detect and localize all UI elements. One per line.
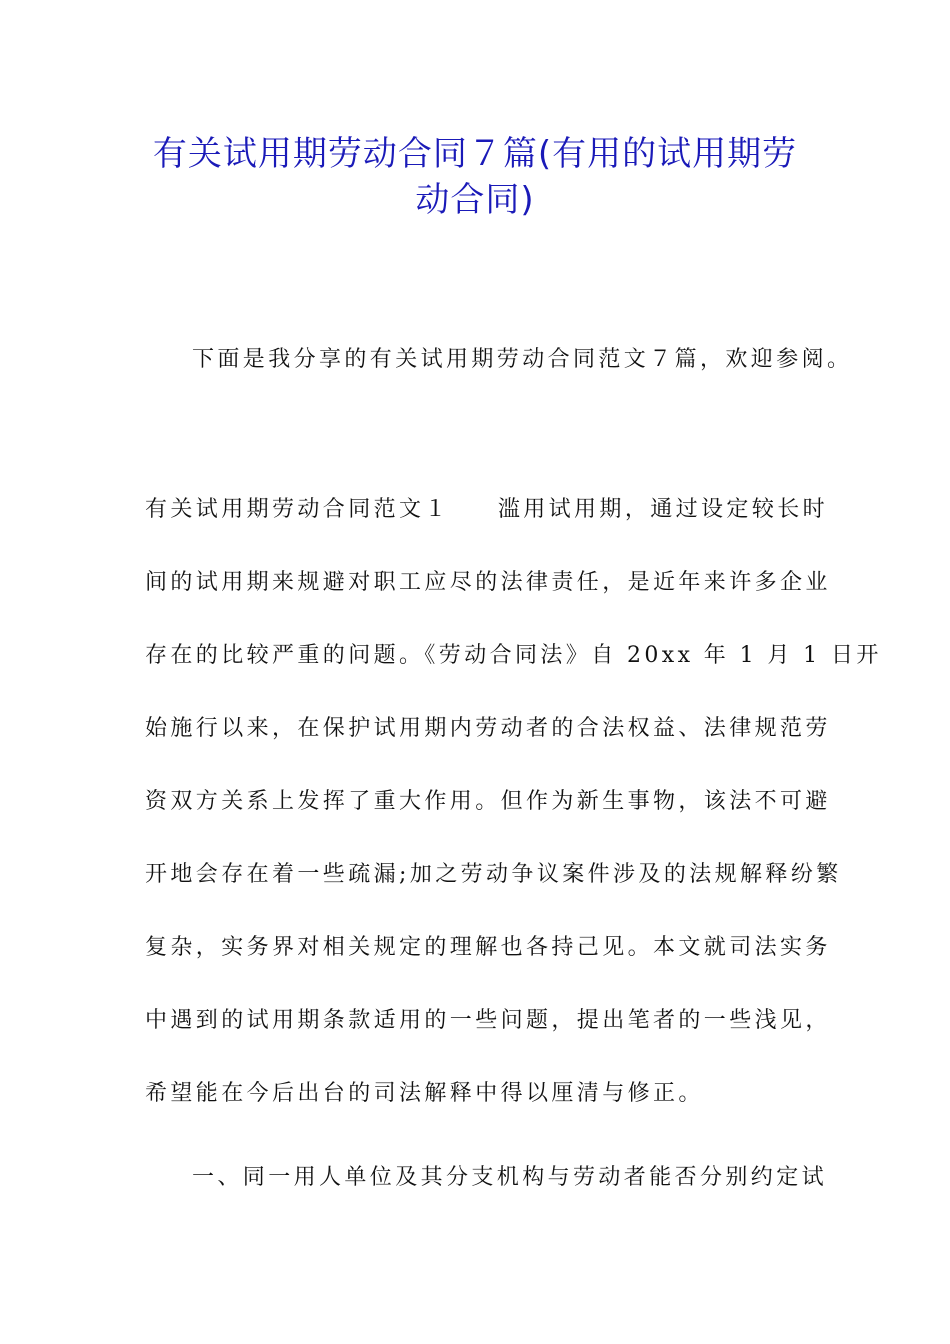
body-line: 希望能在今后出台的司法解释中得以厘清与修正。 <box>145 1081 704 1106</box>
section-first-line <box>145 495 829 525</box>
intro-paragraph: 下面是我分享的有关试用期劳动合同范文７篇，欢迎参阅。 <box>192 347 853 372</box>
body-line: 滥用试用期，通过设定较长时 <box>497 497 829 522</box>
body-line: 始施行以来，在保护试用期内劳动者的合法权益、法律规范劳 <box>145 716 831 741</box>
item-heading-line: 一、同一用人单位及其分支机构与劳动者能否分别约定试 <box>192 1165 828 1190</box>
body-line: 资双方关系上发挥了重大作用。但作为新生事物，该法不可避 <box>145 789 831 814</box>
body-line: 复杂，实务界对相关规定的理解也各持己见。本文就司法实务 <box>145 935 831 960</box>
document-title-line-1: 有关试用期劳动合同７篇(有用的试用期劳 <box>152 134 798 174</box>
section-heading: 有关试用期劳动合同范文１ <box>145 497 450 522</box>
body-line: 中遇到的试用期条款适用的一些问题，提出笔者的一些浅见， <box>145 1008 831 1033</box>
document-title-line-2: 动合同) <box>415 180 535 220</box>
body-line: 存在的比较严重的问题。《劳动合同法》自 20xx 年 1 月 1 日开 <box>145 643 882 668</box>
body-line: 间的试用期来规避对职工应尽的法律责任，是近年来许多企业 <box>145 570 831 595</box>
body-line: 开地会存在着一些疏漏;加之劳动争议案件涉及的法规解释纷繁 <box>145 862 842 887</box>
